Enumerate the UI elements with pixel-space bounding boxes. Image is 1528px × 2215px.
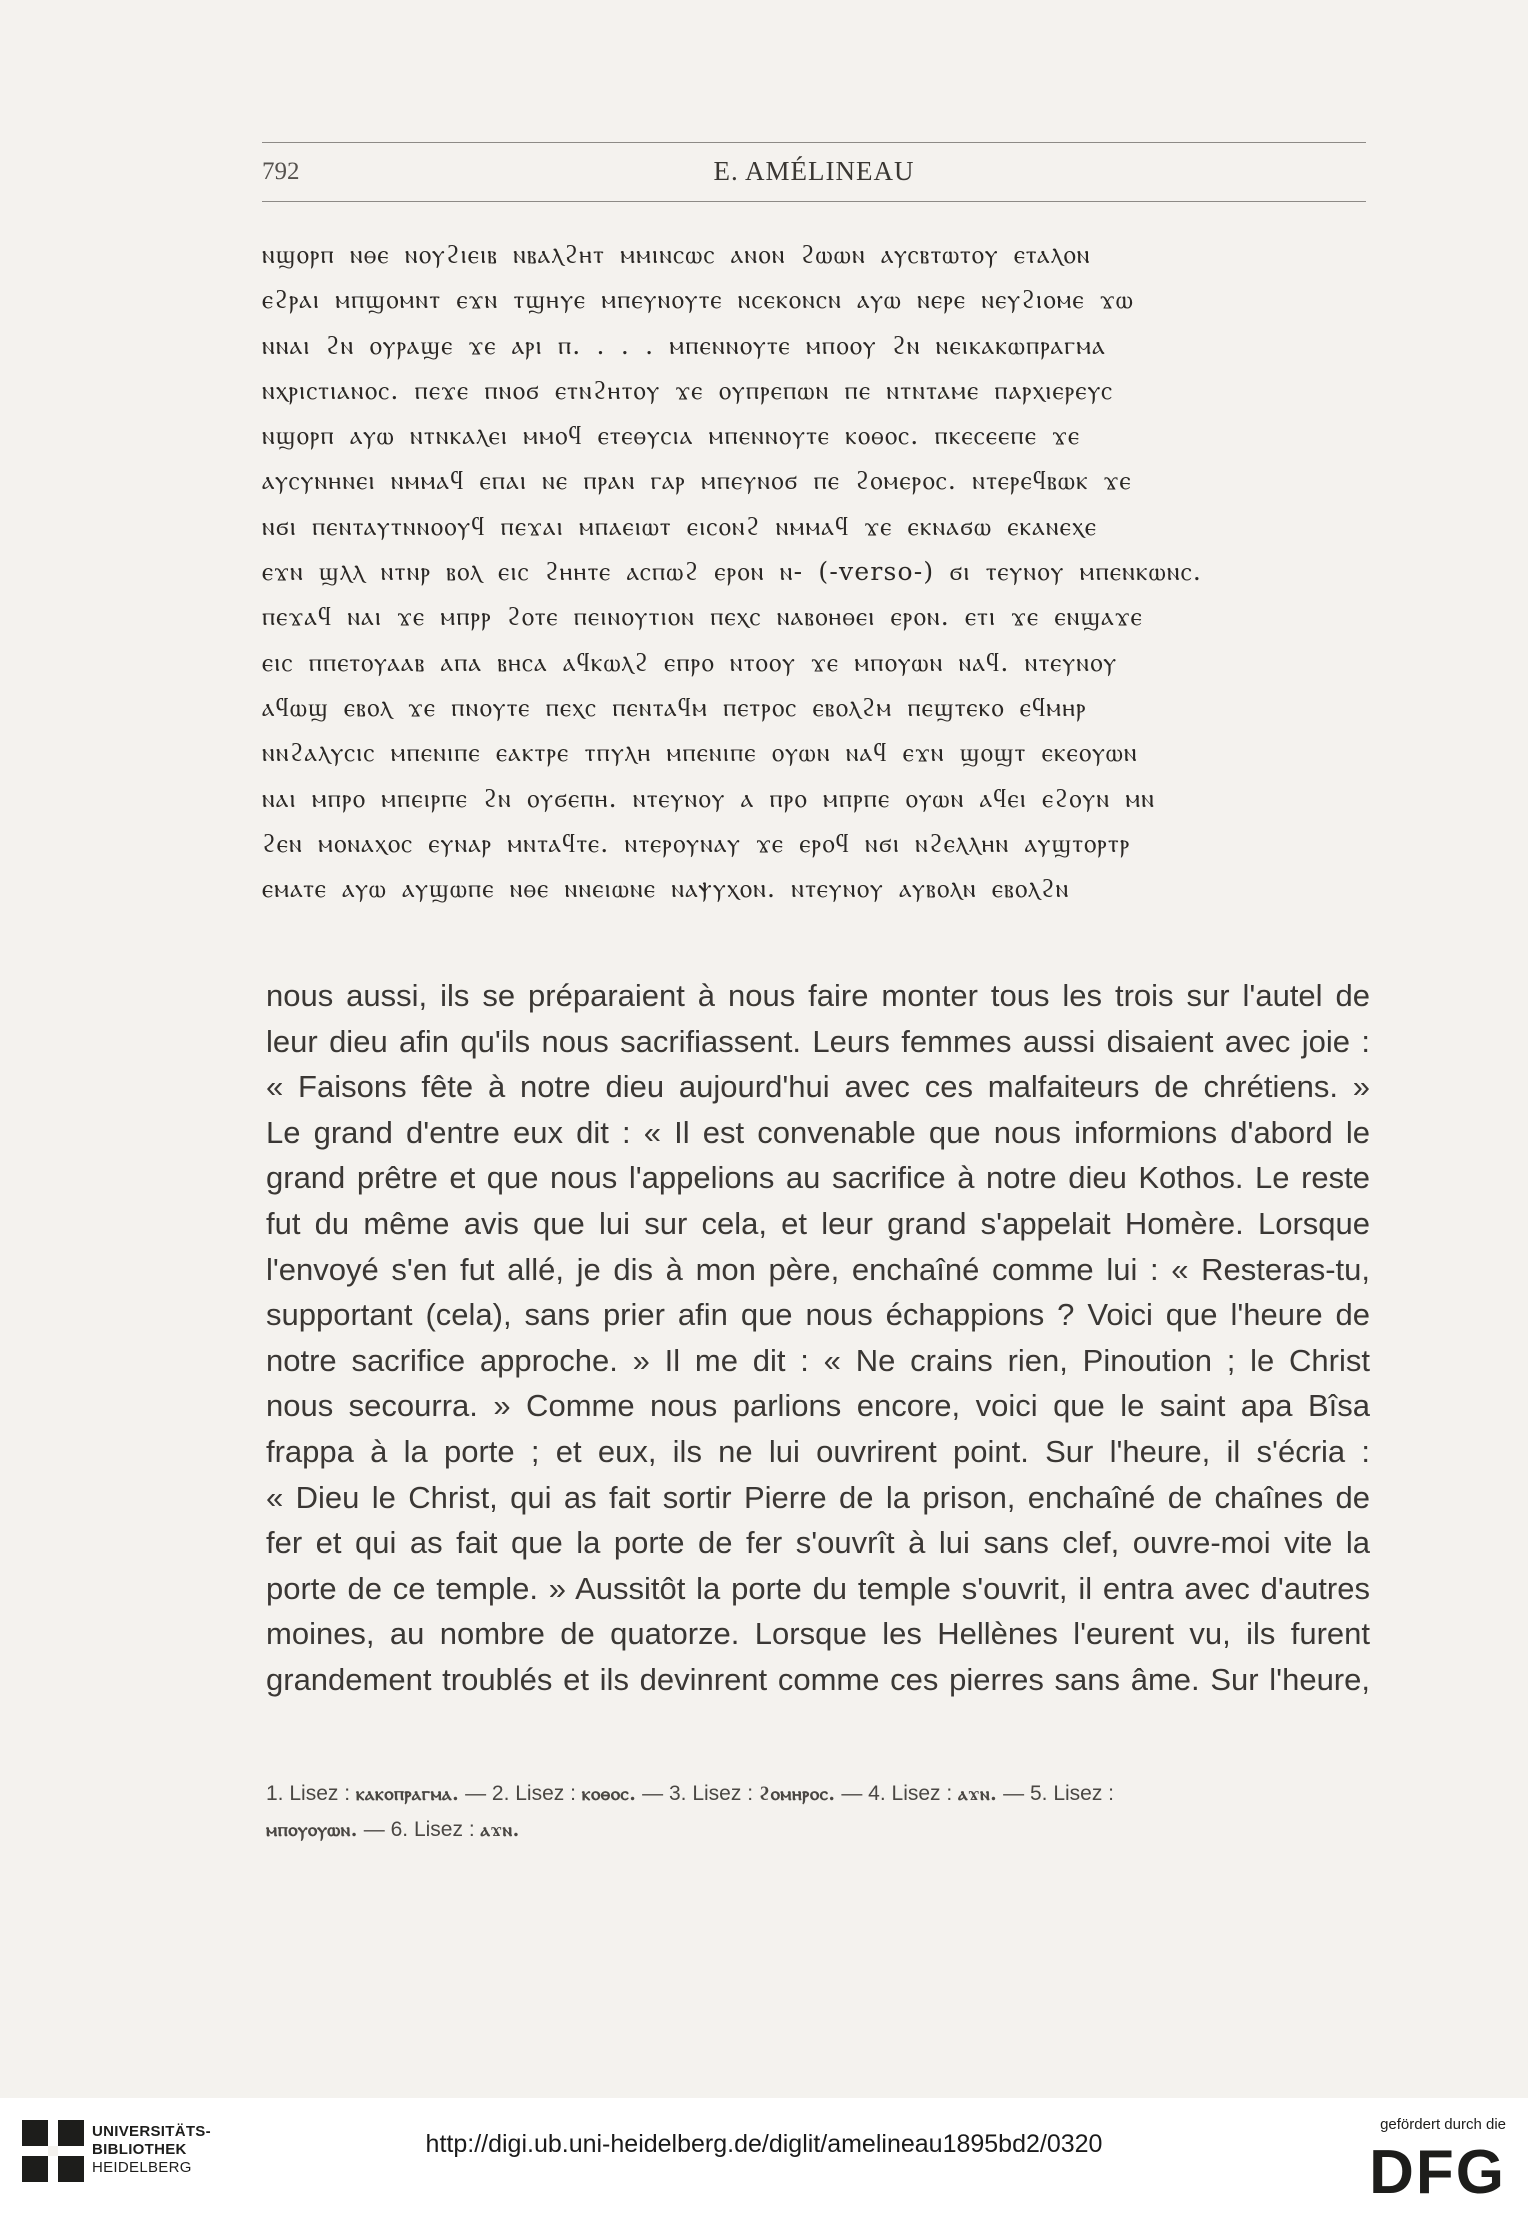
footnote-coptic: ⲙⲡⲟⲩⲟⲩⲱⲛ. [266,1819,358,1841]
translation-line: « Faisons fête à notre dieu aujourd'hui avec ces malfaiteurs de chrétiens. » [266,1069,1370,1105]
coptic-line: ⲛϭⲓ ⲡⲉⲛⲧⲁⲩⲧⲛⲛⲟⲟⲩϥ ⲡⲉϫⲁⲓ ⲙⲡⲁⲉⲓⲱⲧ ⲉⲓⲥⲟⲛϩ ⲛⲙⲙⲁϥ ϫⲉ ⲉⲕⲛⲁϭⲱ ⲉⲕⲁⲛⲉⲭⲉ [262,511,1098,541]
translation-line: Le grand d'entre eux dit : « Il est convenable que nous informions d'abord le [266,1114,1370,1150]
library-name-line: UNIVERSITÄTS- [92,2123,211,2140]
coptic-line: ⲛⲁⲓ ⲙⲡⲣⲟ ⲙⲡⲉⲓⲣⲡⲉ ϩⲛ ⲟⲩϭⲉⲡⲏ. ⲛⲧⲉⲩⲛⲟⲩ ⲁ ⲡⲣⲟ ⲙⲡⲣⲡⲉ ⲟⲩⲱⲛ ⲁϥⲉⲓ ⲉϩⲟⲩⲛ ⲙⲛ [262,783,1156,813]
translation-line: porte de ce temple. » Aussitôt la porte du temple s'ouvrit, il entra avec d'autres [266,1570,1370,1606]
permalink-url[interactable]: http://digi.ub.uni-heidelberg.de/diglit/amelineau1895bd2/0320 [425,2130,1103,2158]
translation-line: nous aussi, ils se préparaient à nous faire monter tous les trois sur l'autel de [266,978,1370,1013]
footnote-line-2 [266,1812,1370,1848]
footnote-coptic: ϩⲟⲙⲏⲣⲟⲥ. [758,1783,836,1805]
dfg-logo-icon[interactable]: DFG [1369,2138,1506,2207]
footnote-text: — 5. Lisez : [997,1782,1115,1805]
footnote-coptic: ⲕⲟⲑⲟⲥ. [581,1783,637,1805]
page-number: 792 [262,158,300,185]
french-translation-block [266,973,1370,1703]
footnote-line-1 [266,1776,1370,1812]
translation-line: leur dieu afin qu'ils nous sacrifiassent. Leurs femmes aussi disaient avec joie : [266,1023,1370,1059]
translation-line: grandement troublés et ils devinrent comme ces pierres sans âme. Sur l'heure, [266,1661,1370,1697]
coptic-line: ⲁϥⲱϣ ⲉⲃⲟⲗ ϫⲉ ⲡⲛⲟⲩⲧⲉ ⲡⲉⲭⲥ ⲡⲉⲛⲧⲁϥⲙ ⲡⲉⲧⲣⲟⲥ ⲉⲃⲟⲗϩⲙ ⲡⲉϣⲧⲉⲕⲟ ⲉϥⲙⲏⲣ [262,692,1087,722]
translation-line: nous secourra. » Comme nous parlions encore, voici que le saint apa Bîsa [266,1388,1370,1424]
footnote-coptic: ⲁϫⲛ. [958,1783,998,1805]
running-title: E. AMÉLINEAU [713,156,915,186]
footnote-text: — 6. Lisez : [357,1818,481,1841]
library-name-line: BIBLIOTHEK [92,2141,187,2158]
coptic-line: ⲛⲛⲁⲓ ϩⲛ ⲟⲩⲣⲁϣⲉ ϫⲉ ⲁⲣⲓ ⲡ. . . . ⲙⲡⲉⲛⲛⲟⲩⲧⲉ ⲙⲡⲟⲟⲩ ϩⲛ ⲛⲉⲓⲕⲁⲕⲱⲡⲣⲁⲅⲙⲁ [262,330,1106,360]
translation-line: « Dieu le Christ, qui as fait sortir Pierre de la prison, enchaîné de chaînes de [266,1479,1370,1515]
coptic-text-block [262,232,1370,911]
coptic-line: ⲉϫⲛ ϣⲗⲗ ⲛⲧⲛⲣ ⲃⲟⲗ ⲉⲓⲥ ϩⲏⲏⲧⲉ ⲁⲥⲡⲱϩ ⲉⲣⲟⲛ ⲛ- (-verso-) ϭⲓ ⲧⲉⲩⲛⲟⲩ ⲙⲡⲉⲛⲕⲱⲛⲥ. [262,557,1203,587]
library-name-line: HEIDELBERG [92,2159,192,2176]
coptic-line: ⲁⲩⲥⲩⲛⲏⲛⲉⲓ ⲛⲙⲙⲁϥ ⲉⲡⲁⲓ ⲛⲉ ⲡⲣⲁⲛ ⲅⲁⲣ ⲙⲡⲉⲩⲛⲟϭ ⲡⲉ ϩⲟⲙⲉⲣⲟⲥ. ⲛⲧⲉⲣⲉϥⲃⲱⲕ ϫⲉ [262,466,1132,496]
header-rule-bottom [262,201,1366,202]
coptic-line: ⲡⲉϫⲁϥ ⲛⲁⲓ ϫⲉ ⲙⲡⲣⲣ ϩⲟⲧⲉ ⲡⲉⲓⲛⲟⲩⲧⲓⲟⲛ ⲡⲉⲭⲥ ⲛⲁⲃⲟⲏⲑⲉⲓ ⲉⲣⲟⲛ. ⲉⲧⲓ ϫⲉ ⲉⲛϣⲁϫⲉ [262,602,1143,632]
funded-by-label: gefördert durch die [1380,2116,1506,2133]
coptic-line: ⲉⲓⲥ ⲡⲡⲉⲧⲟⲩⲁⲁⲃ ⲁⲡⲁ ⲃⲏⲥⲁ ⲁϥⲕⲱⲗϩ ⲉⲡⲣⲟ ⲛⲧⲟⲟⲩ ϫⲉ ⲙⲡⲟⲩⲱⲛ ⲛⲁϥ. ⲛⲧⲉⲩⲛⲟⲩ [262,647,1118,677]
translation-line: frappa à la porte ; et eux, ils ne lui ouvrirent point. Sur l'heure, il s'écria : [266,1433,1370,1469]
coptic-line: ⲛⲭⲣⲓⲥⲧⲓⲁⲛⲟⲥ. ⲡⲉϫⲉ ⲡⲛⲟϭ ⲉⲧⲛϩⲏⲧⲟⲩ ϫⲉ ⲟⲩⲡⲣⲉⲡⲱⲛ ⲡⲉ ⲛⲧⲛⲧⲁⲙⲉ ⲡⲁⲣⲭⲓⲉⲣⲉⲩⲥ [262,375,1114,405]
translation-line: l'envoyé s'en fut allé, je dis à mon père, enchaîné comme lui : « Resteras-tu, [266,1251,1370,1287]
translation-line: moines, au nombre de quatorze. Lorsque les Hellènes l'eurent vu, ils furent [266,1616,1370,1652]
translation-line: supportant (cela), sans prier afin que nous échappions ? Voici que l'heure de [266,1297,1370,1333]
header-rule-top [262,142,1366,143]
translation-line: fut du même avis que lui sur cela, et leur grand s'appelait Homère. Lorsque [266,1205,1370,1241]
footnote-coptic: ⲕⲁⲕⲟⲡⲣⲁⲅⲙⲁ. [355,1783,460,1805]
translation-line: fer et qui as fait que la porte de fer s'ouvrît à lui sans clef, ouvre-moi vite la [266,1525,1370,1561]
translation-line: grand prêtre et que nous l'appelions au sacrifice à notre dieu Kothos. Le reste [266,1160,1370,1196]
coptic-line: ⲛⲛϩⲁⲗⲩⲥⲓⲥ ⲙⲡⲉⲛⲓⲡⲉ ⲉⲁⲕⲧⲣⲉ ⲧⲡⲩⲗⲏ ⲙⲡⲉⲛⲓⲡⲉ ⲟⲩⲱⲛ ⲛⲁϥ ⲉϫⲛ ϣⲟϣⲧ ⲉⲕⲉⲟⲩⲱⲛ [262,738,1138,768]
footnotes [266,1776,1370,1848]
coptic-line: ⲛϣⲟⲣⲡ ⲁⲩⲱ ⲛⲧⲛⲕⲁⲗⲉⲓ ⲙⲙⲟϥ ⲉⲧⲉⲑⲩⲥⲓⲁ ⲙⲡⲉⲛⲛⲟⲩⲧⲉ ⲕⲟⲑⲟⲥ. ⲡⲕⲉⲥⲉⲉⲡⲉ ϫⲉ [262,421,1081,451]
footnote-text: — 4. Lisez : [835,1782,959,1805]
footnote-coptic: ⲁϫⲛ. [480,1819,520,1841]
footnote-text: — 3. Lisez : [636,1782,759,1805]
translation-line: notre sacrifice approche. » Il me dit : « Ne crains rien, Pinoution ; le Christ [266,1342,1370,1378]
footnote-text: — 2. Lisez : [459,1782,582,1805]
coptic-line: ϩⲉⲛ ⲙⲟⲛⲁⲭⲟⲥ ⲉⲩⲛⲁⲣ ⲙⲛⲧⲁϥⲧⲉ. ⲛⲧⲉⲣⲟⲩⲛⲁⲩ ϫⲉ ⲉⲣⲟϥ ⲛϭⲓ ⲛϩⲉⲗⲗⲏⲛ ⲁⲩϣⲧⲟⲣⲧⲣ [262,828,1131,858]
coptic-line: ⲛϣⲟⲣⲡ ⲛⲑⲉ ⲛⲟⲩϩⲓⲉⲓⲃ ⲛⲃⲁⲗϩⲏⲧ ⲙⲙⲓⲛⲥⲱⲥ ⲁⲛⲟⲛ ϩⲱⲱⲛ ⲁⲩⲥⲃⲧⲱⲧⲟⲩ ⲉⲧⲁⲗⲟⲛ [262,240,1091,269]
footnote-text: 1. Lisez : [266,1782,356,1805]
coptic-line: ⲉⲙⲁⲧⲉ ⲁⲩⲱ ⲁⲩϣⲱⲡⲉ ⲛⲑⲉ ⲛⲛⲉⲓⲱⲛⲉ ⲛⲁⲯⲩⲭⲟⲛ. ⲛⲧⲉⲩⲛⲟⲩ ⲁⲩⲃⲟⲗⲛ ⲉⲃⲟⲗϩⲛ [262,874,1070,904]
coptic-line: ⲉϩⲣⲁⲓ ⲙⲡϣⲟⲙⲛⲧ ⲉϫⲛ ⲧϣⲏⲩⲉ ⲙⲡⲉⲩⲛⲟⲩⲧⲉ ⲛⲥⲉⲕⲟⲛⲥⲛ ⲁⲩⲱ ⲛⲉⲣⲉ ⲛⲉⲩϩⲓⲟⲙⲉ ϫⲱ [262,285,1134,315]
